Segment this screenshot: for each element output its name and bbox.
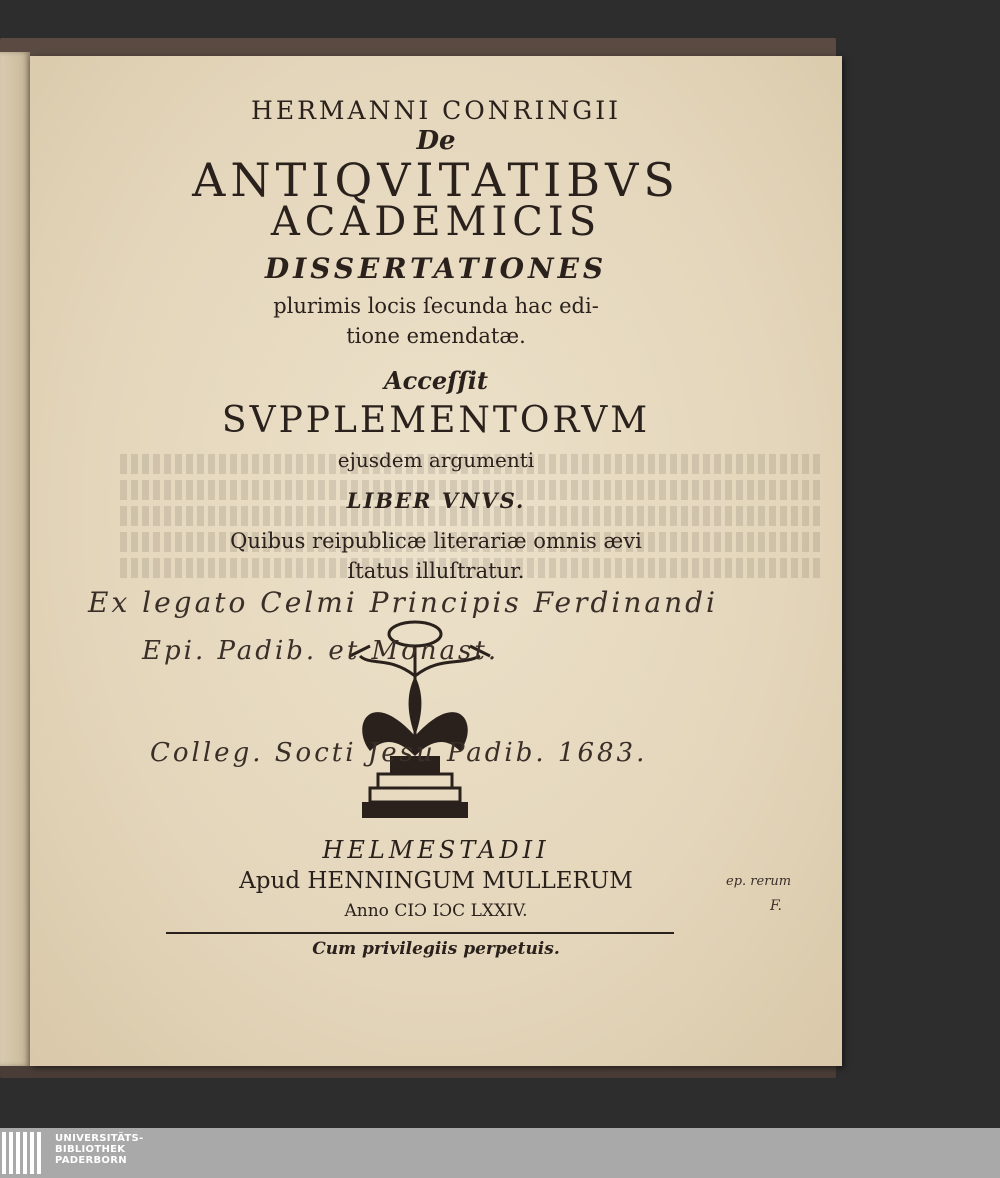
library-logo-icon xyxy=(2,1132,48,1174)
library-logo-text[interactable] xyxy=(55,1133,144,1166)
logo-line-2: BIBLIOTHEK xyxy=(55,1144,126,1155)
title-page xyxy=(30,56,842,1066)
imprint-printer: Apud HENNINGUM MULLERUM xyxy=(239,868,633,894)
margin-note-1: ep. rerum xyxy=(726,874,792,889)
title-line-1: ANTIQVITATIBVS xyxy=(192,153,680,207)
imprint-place: HELMESTADII xyxy=(322,836,550,864)
imprint-year: Anno CIƆ IƆC LXXIV. xyxy=(344,901,528,921)
subtitle-line-1: plurimis locis ſecunda hac edi- xyxy=(273,294,599,318)
logo-line-3: PADERBORN xyxy=(55,1155,127,1166)
argument-line: ejusdem argumenti xyxy=(337,448,535,472)
author-line: HERMANNI CONRINGII xyxy=(251,96,621,125)
handwritten-provenance-line-1: Ex legato Celmi Principis Ferdinandi xyxy=(88,586,719,619)
liber-line: LIBER VNVS. xyxy=(346,488,526,513)
title-line-3: DISSERTATIONES xyxy=(264,252,608,285)
quibus-line-1: Quibus reipublicæ literariæ omnis ævi xyxy=(230,529,642,553)
logo-line-1: UNIVERSITÄTS- xyxy=(55,1133,144,1144)
margin-note-2: F. xyxy=(770,898,782,914)
quibus-line-2: ſtatus illuſtratur. xyxy=(347,559,525,583)
subtitle-line-2: tione emendatæ. xyxy=(346,324,526,348)
imprint-rule xyxy=(166,932,674,934)
handwritten-provenance-line-2: Epi. Padib. et Monast. xyxy=(142,636,500,666)
privilege-line: Cum privilegiis perpetuis. xyxy=(312,939,560,959)
footer-bar xyxy=(0,1128,1000,1178)
book-spine xyxy=(0,52,30,1066)
accessit-line: Acceſſit xyxy=(384,366,488,395)
title-de: De xyxy=(416,126,456,156)
handwritten-provenance-line-3: Colleg. Socti Jesu Padib. 1683. xyxy=(150,738,648,768)
title-line-2: ACADEMICIS xyxy=(270,199,602,245)
supplement-line: SVPPLEMENTORVM xyxy=(221,400,651,441)
